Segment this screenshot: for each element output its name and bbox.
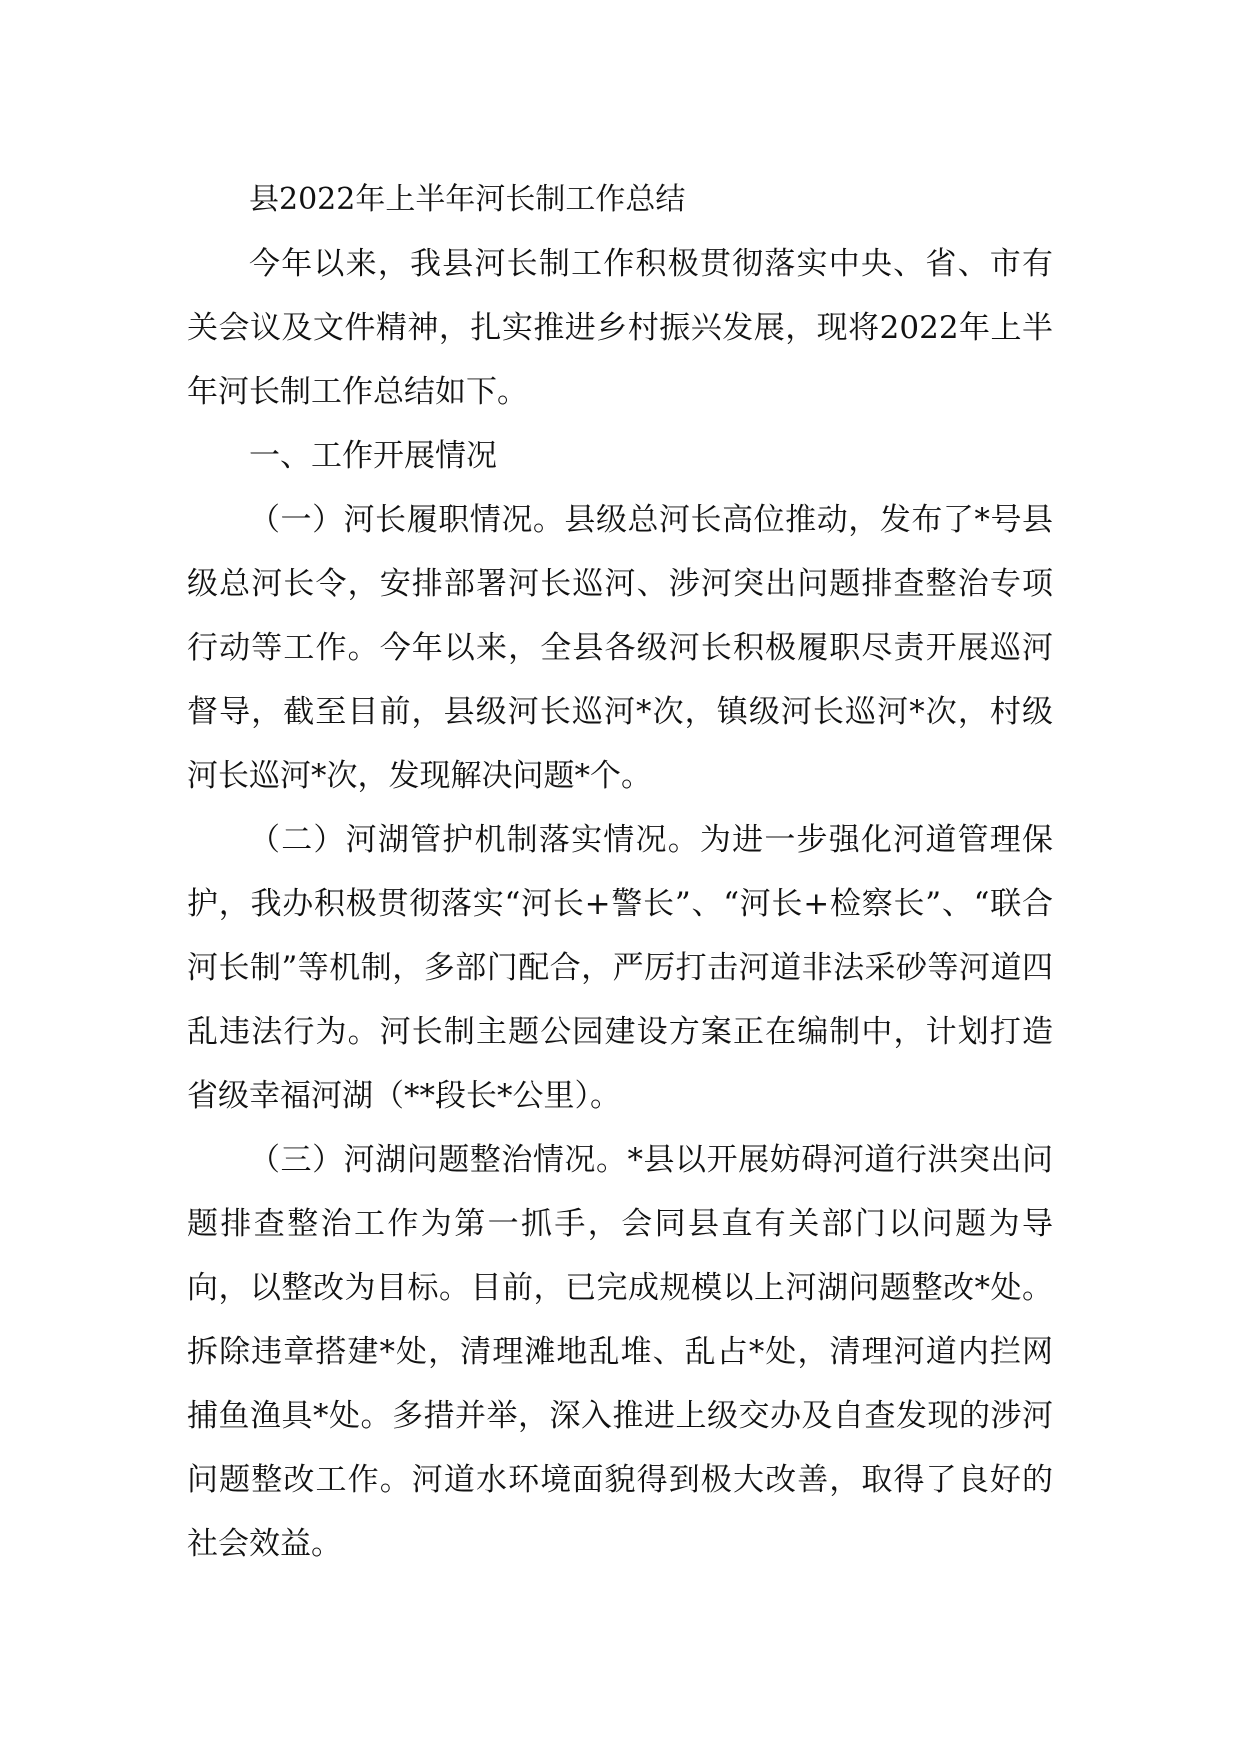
intro-paragraph: 今年以来，我县河长制工作积极贯彻落实中央、省、市有关会议及文件精神，扎实推进乡村振兴发展，现将2022年上半年河长制工作总结如下。 — [187, 246, 1053, 410]
paragraph-problem-rectification: （三）河湖问题整治情况。*县以开展妨碍河道行洪突出问题排查整治工作为第一抓手，会同县直有关部门以问题为导向，以整改为目标。目前，已完成规模以上河湖问题整改*处。拆除违章搭建*处，清理滩地乱堆、乱占*处，清理河道内拦网捕鱼渔具*处。多措并举，深入推进上级交办及自查发现的涉河问题整改工作。河道水环境面貌得到极大改善，取得了良好的社会效益。 — [187, 1142, 1053, 1562]
document-body — [187, 168, 1053, 1576]
section-heading: 一、工作开展情况 — [249, 438, 497, 474]
paragraph-river-chief-duties: （一）河长履职情况。县级总河长高位推动，发布了*号县级总河长令，安排部署河长巡河、涉河突出问题排查整治专项行动等工作。今年以来，全县各级河长积极履职尽责开展巡河督导，截至目前，县级河长巡河*次，镇级河长巡河*次，村级河长巡河*次，发现解决问题*个。 — [187, 502, 1053, 794]
document-title: 县2022年上半年河长制工作总结 — [249, 182, 686, 217]
paragraph-management-mechanism: （二）河湖管护机制落实情况。为进一步强化河道管理保护，我办积极贯彻落实“河长+警长”、“河长+检察长”、“联合河长制”等机制，多部门配合，严厉打击河道非法采砂等河道四乱违法行为。河长制主题公园建设方案正在编制中，计划打造省级幸福河湖（**段长*公里）。 — [187, 822, 1053, 1114]
